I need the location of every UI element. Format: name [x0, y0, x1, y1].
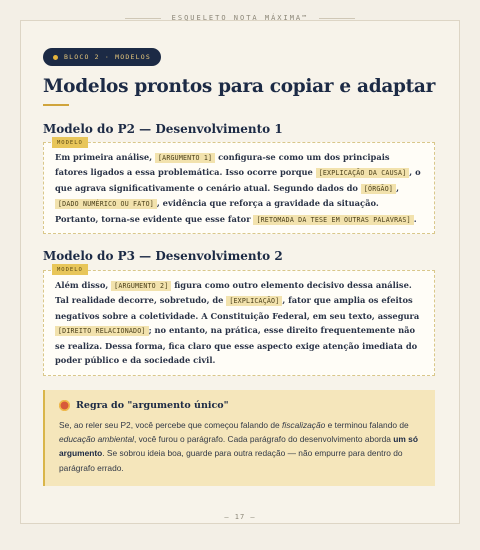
emphasis-text: fiscalização	[282, 420, 326, 430]
placeholder-slot: [ÓRGÃO]	[361, 184, 396, 194]
page-title: Modelos prontos para copiar e adaptar	[43, 76, 436, 97]
text-run: , você furou o parágrafo. Cada parágrafo do desenvolvimento aborda	[133, 434, 394, 445]
placeholder-slot: [ARGUMENTO 2]	[111, 281, 171, 291]
text-run: , o que agrava significativamente o cenário atual. Segundo dados do	[55, 167, 421, 193]
placeholder-slot: [DIREITO RELACIONADO]	[55, 326, 149, 336]
text-run: Em primeira análise,	[55, 152, 155, 162]
placeholder-slot: [ARGUMENTO 1]	[155, 153, 215, 163]
model-box-p2	[43, 142, 435, 234]
model-tag: MODELO	[52, 137, 88, 148]
text-run: ; no entanto, na prática, esse direito frequentemente não se realiza. Dessa forma, fica claro que esse aspecto exige atenção imediata do poder público e da sociedade civil.	[55, 325, 418, 366]
running-head	[0, 14, 480, 22]
model-text-p3	[55, 278, 423, 367]
text-run: ,	[396, 182, 399, 193]
text-run: , evidência que reforça a gravidade da situação. Portanto, torna-se evidente que esse fator	[55, 198, 379, 224]
dot-icon	[53, 55, 58, 60]
tip-text	[59, 418, 423, 475]
tip-title-row	[59, 400, 423, 411]
divider	[125, 18, 161, 19]
bulb-icon	[59, 400, 70, 411]
placeholder-slot: [EXPLICAÇÃO DA CAUSA]	[316, 168, 410, 178]
tip-title: Regra do "argumento único"	[76, 400, 229, 411]
emphasis-text: educação ambiental	[59, 434, 134, 445]
model-box-p3	[43, 270, 435, 376]
text-run: figura como outro elemento decisivo dessa análise. Tal realidade decorre, sobretudo, de	[55, 280, 412, 306]
bold-text: um só argumento	[59, 434, 418, 459]
text-run: , fator que amplia os efeitos negativos sobre a coletividade. A Constituição Federal, em seu texto, assegura	[55, 295, 420, 321]
text-run: Se, ao reler seu P2, você percebe que começou falando de	[59, 420, 283, 430]
running-title: ESQUELETO NOTA MÁXIMA™	[171, 14, 309, 22]
model-heading-p3: Modelo do P3 — Desenvolvimento 2	[43, 249, 283, 263]
placeholder-slot: [RETOMADA DA TESE EM OUTRAS PALAVRAS]	[253, 215, 413, 225]
placeholder-slot: [EXPLICAÇÃO]	[226, 296, 282, 306]
tip-box	[43, 390, 435, 486]
placeholder-slot: [DADO NUMÉRICO OU FATO]	[55, 199, 157, 209]
text-run: Além disso,	[55, 280, 112, 290]
model-text-p2	[55, 150, 423, 227]
title-underline	[43, 104, 69, 106]
section-pill-label: BLOCO 2 · MODELOS	[64, 53, 151, 61]
model-tag: MODELO	[52, 264, 88, 275]
text-run: .	[413, 213, 417, 224]
text-run: . Se sobrou ideia boa, guarde para outra redação — não empurre para dentro do parágrafo errado.	[59, 448, 403, 473]
text-run: configura-se como um dos principais fatores ligados a essa problemática. Isso ocorre porque	[55, 152, 390, 178]
divider	[319, 18, 355, 19]
page-number: — 17 —	[224, 513, 256, 521]
model-heading-p2: Modelo do P2 — Desenvolvimento 1	[43, 122, 283, 136]
section-pill	[43, 48, 161, 66]
text-run: e terminou falando de	[325, 420, 409, 430]
